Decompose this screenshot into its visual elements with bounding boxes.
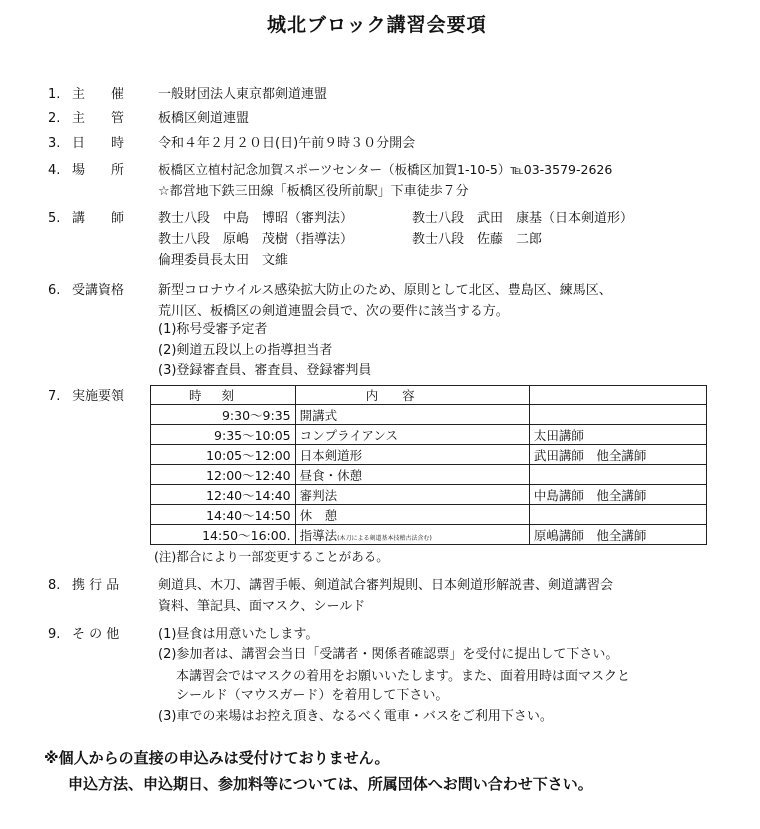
item-label: そ の 他 xyxy=(72,627,120,642)
instructor: 教士八段 中島 博昭（審判法） xyxy=(158,211,354,226)
item-value: 本講習会ではマスクの着用をお願いいたします。また、面着用時は面マスクと xyxy=(176,669,630,684)
content-cell xyxy=(295,425,529,445)
item-value: (3)車での来場はお控え頂き、なるべく電車・バスをご利用下さい。 xyxy=(158,709,553,724)
item-label: 場 所 xyxy=(72,163,125,178)
content-cell xyxy=(295,525,529,545)
column-header-time: 時刻 xyxy=(151,386,296,405)
content-text: 審判法 xyxy=(299,487,338,503)
item-number: 8. xyxy=(48,578,61,593)
time-cell: 12:00〜12:40 xyxy=(151,465,296,485)
staff-cell xyxy=(529,405,706,425)
page-title: 城北ブロック講習会要項 xyxy=(267,14,487,36)
item-value: 一般財団法人東京都剣道連盟 xyxy=(158,87,328,102)
table-row xyxy=(151,465,707,485)
time-cell: 9:30〜9:35 xyxy=(151,405,296,425)
staff-cell xyxy=(529,505,706,525)
item-value: (1)称号受審予定者 xyxy=(158,322,268,337)
time-cell: 14:40〜14:50 xyxy=(151,505,296,525)
staff-cell xyxy=(529,465,706,485)
table-row xyxy=(151,425,707,445)
item-value: 板橋区立植村記念加賀スポーツセンター（板橋区加賀1-10-5）℡03-3579-2626 xyxy=(158,162,613,177)
item-value: (2)参加者は、講習会当日「受講者・関係者確認票」を受付に提出して下さい。 xyxy=(158,647,619,662)
item-number: 2. xyxy=(48,111,61,126)
time-cell: 12:40〜14:40 xyxy=(151,485,296,505)
table-row xyxy=(151,405,707,425)
content-cell xyxy=(295,405,529,425)
item-label: 携 行 品 xyxy=(72,578,120,593)
item-number: 1. xyxy=(48,87,61,102)
footer-notice: ※個人からの直接の申込みは受付けておりません。 xyxy=(44,749,390,767)
item-number: 4. xyxy=(48,163,61,178)
item-label: 実施要領 xyxy=(72,389,125,404)
table-row xyxy=(151,505,707,525)
table-row xyxy=(151,445,707,465)
item-number: 3. xyxy=(48,136,61,151)
schedule-note: (注)都合により一部変更することがある。 xyxy=(154,549,389,564)
item-value: 新型コロナウイルス感染拡大防止のため、原則として北区、豊島区、練馬区、 xyxy=(158,283,612,298)
content-cell xyxy=(295,505,529,525)
staff-cell: 中島講師 他全講師 xyxy=(529,485,706,505)
item-value: 板橋区剣道連盟 xyxy=(158,111,250,126)
item-number: 6. xyxy=(48,283,61,298)
time-cell: 14:50〜16:00. xyxy=(151,525,296,545)
time-cell: 10:05〜12:00 xyxy=(151,445,296,465)
item-value: ☆都営地下鉄三田線「板橋区役所前駅」下車徒歩７分 xyxy=(158,184,469,199)
column-header-staff xyxy=(529,386,706,405)
content-cell xyxy=(295,485,529,505)
column-header-content: 内容 xyxy=(295,386,529,405)
staff-cell: 太田講師 xyxy=(529,425,706,445)
content-text: 休 憩 xyxy=(299,507,338,523)
item-number: 7. xyxy=(48,389,61,404)
content-cell xyxy=(295,465,529,485)
instructor: 教士八段 佐藤 二郎 xyxy=(412,232,543,247)
item-value: 剣道具、木刀、講習手帳、剣道試合審判規則、日本剣道形解説書、剣道講習会 xyxy=(158,578,614,593)
item-number: 9. xyxy=(48,627,61,642)
instructor: 教士八段 原嶋 茂樹（指導法） xyxy=(158,232,354,247)
content-text: コンプライアンス xyxy=(299,427,399,443)
item-value: 荒川区、板橋区の剣道連盟会員で、次の要件に該当する方。 xyxy=(158,304,509,319)
table-header-row xyxy=(151,386,707,405)
content-cell xyxy=(295,445,529,465)
footer-notice: 申込方法、申込期日、参加料等については、所属団体へお問い合わせ下さい。 xyxy=(68,775,593,793)
instructor: 教士八段 武田 康基（日本剣道形） xyxy=(412,211,634,226)
content-text: 昼食・休憩 xyxy=(299,467,363,483)
content-text: 指導法 xyxy=(299,527,338,543)
staff-cell: 武田講師 他全講師 xyxy=(529,445,706,465)
item-value: (2)剣道五段以上の指導担当者 xyxy=(158,343,333,358)
item-value: シールド（マウスガード）を着用して下さい。 xyxy=(176,688,449,703)
content-text: 開講式 xyxy=(299,407,338,423)
instructor: 倫理委員長太田 文維 xyxy=(158,253,289,268)
item-label: 主 管 xyxy=(72,111,125,126)
content-text: 日本剣道形 xyxy=(299,447,363,463)
schedule-table xyxy=(150,385,707,545)
time-cell: 9:35〜10:05 xyxy=(151,425,296,445)
item-number: 5. xyxy=(48,211,61,226)
item-label: 講 師 xyxy=(72,211,125,226)
content-subnote: (木刀による剣道基本技稽古法含む) xyxy=(337,534,432,542)
item-value: (3)登録審査員、審査員、登録審判員 xyxy=(158,363,372,378)
staff-cell: 原嶋講師 他全講師 xyxy=(529,525,706,545)
item-value: 資料、筆記具、面マスク、シールド xyxy=(158,599,366,614)
item-value: (1)昼食は用意いたします。 xyxy=(158,627,319,642)
item-label: 受講資格 xyxy=(72,283,125,298)
item-value: 令和４年２月２０日(日)午前９時３０分開会 xyxy=(158,136,416,151)
item-label: 日 時 xyxy=(72,136,125,151)
item-label: 主 催 xyxy=(72,87,125,102)
table-row xyxy=(151,525,707,545)
table-row xyxy=(151,485,707,505)
